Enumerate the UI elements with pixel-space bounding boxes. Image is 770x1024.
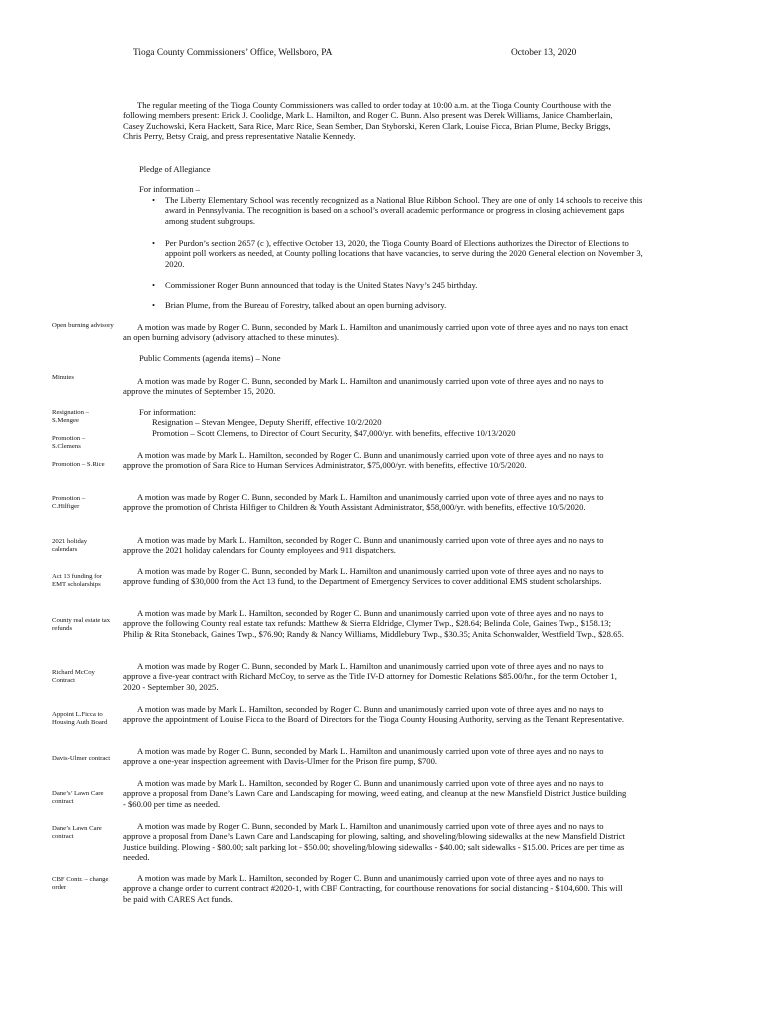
motion-paragraph: A motion was made by Roger C. Bunn, seconded by Mark L. Hamilton and unanimously carried upon vote of three ayes and no nays to approve funding of $30,000 from the Act 13 fund, to the Department of Emergency Services to cover additional EMS student scholarships.: [123, 566, 604, 587]
motion-paragraph: A motion was made by Mark L. Hamilton, seconded by Roger C. Bunn and unanimously carried upon vote of three ayes and no nays to approve the following County real estate tax refunds: Matthew & Sierra Eldridge, Clymer Twp., $28.64; Belinda Cole, Gaines Twp., $158.13; Philip & Rita Stoneback, Gaines Twp., $76.90; Randy & Nancy Williams, Middlebury Twp., $30.35; Anita Schonwalder, Westfield Twp., $28.65.: [123, 608, 624, 639]
bullet-text: Commissioner Roger Bunn announced that today is the United States Navy’s 245 birthday.: [165, 280, 478, 290]
motion-paragraph: A motion was made by Mark L. Hamilton, seconded by Roger C. Bunn and unanimously carried upon vote of three ayes and no nays to approve the 2021 holiday calendars for County employees and 911 dispatchers.: [123, 535, 604, 556]
bullet-item: [152, 280, 643, 290]
bullet-item: [152, 195, 643, 226]
info-line: Resignation – Stevan Mengee, Deputy Sheriff, effective 10/2/2020: [152, 417, 382, 428]
info-line: Promotion – Scott Clemens, to Director of Court Security, $47,000/yr. with benefits, effective 10/13/2020: [152, 427, 516, 438]
motion-paragraph: A motion was made by Mark L. Hamilton, seconded by Roger C. Bunn and unanimously carried upon vote of three ayes and no nays to approve a proposal from Dane’s Lawn Care and Landscaping for mowing, weed eating, and cleanup at the new Mansfield District Justice building - $60.00 per time as needed.: [123, 778, 627, 809]
margin-note: CBF Contr. – change order: [52, 876, 109, 892]
bullet-icon: •: [152, 195, 156, 205]
margin-note: Minutes: [52, 374, 74, 381]
margin-note: Promotion – S.Clemens: [52, 435, 86, 451]
motion-paragraph: A motion was made by Roger C. Bunn, seconded by Mark L. Hamilton and unanimously carried upon vote of three ayes and no nays ton enact an open burning advisory (advisory attached to these minutes).: [123, 322, 629, 343]
motion-paragraph: A motion was made by Mark L. Hamilton, seconded by Roger C. Bunn and unanimously carried upon vote of three ayes and no nays to approve the promotion of Sara Rice to Human Services Administrator, $75,000/yr. with benefits, effective 10/5/2020.: [123, 450, 604, 471]
motion-paragraph: A motion was made by Roger C. Bunn, seconded by Mark L. Hamilton and unanimously carried upon vote of three ayes and no nays to approve a one-year inspection agreement with Davis-Ulmer for the Prison fire pump, $700.: [123, 746, 604, 767]
for-information-label: For information –: [139, 184, 201, 194]
margin-note: Dane’s’ Lawn Care contract: [52, 790, 104, 806]
intro-paragraph: The regular meeting of the Tioga County Commissioners was called to order today at 10:00 a.m. at the Tioga County Courthouse with the following members present: Erick J. Coolidge, Mark L. Hamilton, and Roger C. Bunn. Also present was Derek Williams, Janice Chamberlain, Casey Zuchowski, Kera Hackett, Sara Rice, Marc Rice, Sean Sember, Dan Styborski, Keren Clark, Louise Ficca, Brian Plume, Becky Briggs, Chris Perry, Betsy Craig, and press representative Natalie Kennedy.: [123, 100, 613, 142]
public-comments: Public Comments (agenda items) – None: [139, 353, 281, 363]
motion-paragraph: A motion was made by Roger C. Bunn, seconded by Mark L. Hamilton and unanimously carried upon vote of three ayes and no nays to approve the minutes of September 15, 2020.: [123, 376, 604, 397]
margin-note: Appoint L.Ficca to Housing Auth Board: [52, 711, 108, 727]
margin-note: Davis-Ulmer contract: [52, 755, 111, 762]
bullet-text: Per Purdon’s section 2657 (c ), effective October 13, 2020, the Tioga County Board of Elections authorizes the Director of Elections to appoint poll workers as needed, at County polling locations that have vacancies, to serve during the 2020 General election on November 3, 2020.: [165, 238, 643, 269]
margin-note: Act 13 funding for EMT scholarships: [52, 573, 102, 589]
motion-paragraph: A motion was made by Roger C. Bunn, seconded by Mark L. Hamilton and unanimously carried upon vote of three ayes and no nays to approve the promotion of Christa Hilfiger to Children & Youth Assistant Administrator, $58,000/yr. with benefits, effective 10/5/2020.: [123, 492, 604, 513]
margin-note: 2021 holiday calendars: [52, 538, 88, 554]
margin-note: Open burning advisory: [52, 322, 114, 329]
margin-note: Resignation – S.Mengee: [52, 409, 89, 425]
info-label: For information:: [139, 407, 197, 417]
motion-paragraph: A motion was made by Mark L. Hamilton, seconded by Roger C. Bunn and unanimously carried upon vote of three ayes and no nays to approve a change order to current contract #2020-1, with CBF Contracting, for courthouse renovations for social distancing - $104,600. This will be paid with CARES Act funds.: [123, 873, 623, 904]
bullet-icon: •: [152, 280, 156, 290]
motion-paragraph: A motion was made by Roger C. Bunn, seconded by Mark L. Hamilton and unanimously carried upon vote of three ayes and no nays to approve a five-year contract with Richard McCoy, to serve as the Title IV-D attorney for Domestic Relations $85.00/hr., for the term October 1, 2020 - September 30, 2025.: [123, 661, 617, 692]
motion-paragraph: A motion was made by Roger C. Bunn, seconded by Mark L. Hamilton and unanimously carried upon vote of three ayes and no nays to approve a proposal from Dane’s Lawn Care and Landscaping for plowing, salting, and shoveling/blowing sidewalks at the new Mansfield District Justice building. Plowing - $80.00; salt parking lot - $50.00; shoveling/blowing sidewalks - $40.00; salt sidewalks - $15.00. Prices are per time as needed.: [123, 821, 625, 863]
motion-paragraph: A motion was made by Mark L. Hamilton, seconded by Roger C. Bunn and unanimously carried upon vote of three ayes and no nays to approve the appointment of Louise Ficca to the Board of Directors for the Tioga County Housing Authority, serving as the Tenant Representative.: [123, 704, 625, 725]
margin-note: Promotion – C.Hilfiger: [52, 495, 86, 511]
margin-note: Richard McCoy Contract: [52, 669, 95, 685]
info-block: [139, 407, 516, 438]
margin-note: County real estate tax refunds: [52, 617, 111, 633]
header-office: Tioga County Commissioners’ Office, Wellsboro, PA: [133, 48, 333, 58]
bullet-text: The Liberty Elementary School was recently recognized as a National Blue Ribbon School. They are one of only 14 schools to receive this award in Pennsylvania. The recognition is based on a school’s overall academic performance or progress in closing achievement gaps among student subgroups.: [165, 195, 643, 226]
bullet-icon: •: [152, 300, 156, 310]
bullet-text: Brian Plume, from the Bureau of Forestry, talked about an open burning advisory.: [165, 300, 447, 310]
bullet-icon: •: [152, 238, 156, 248]
margin-note: Dane’s Lawn Care contract: [52, 825, 102, 841]
pledge-heading: Pledge of Allegiance: [139, 164, 211, 174]
margin-note: Promotion – S.Rice: [52, 461, 105, 468]
bullet-item: [152, 238, 643, 269]
bullet-item: [152, 300, 643, 310]
header-date: October 13, 2020: [511, 48, 577, 58]
